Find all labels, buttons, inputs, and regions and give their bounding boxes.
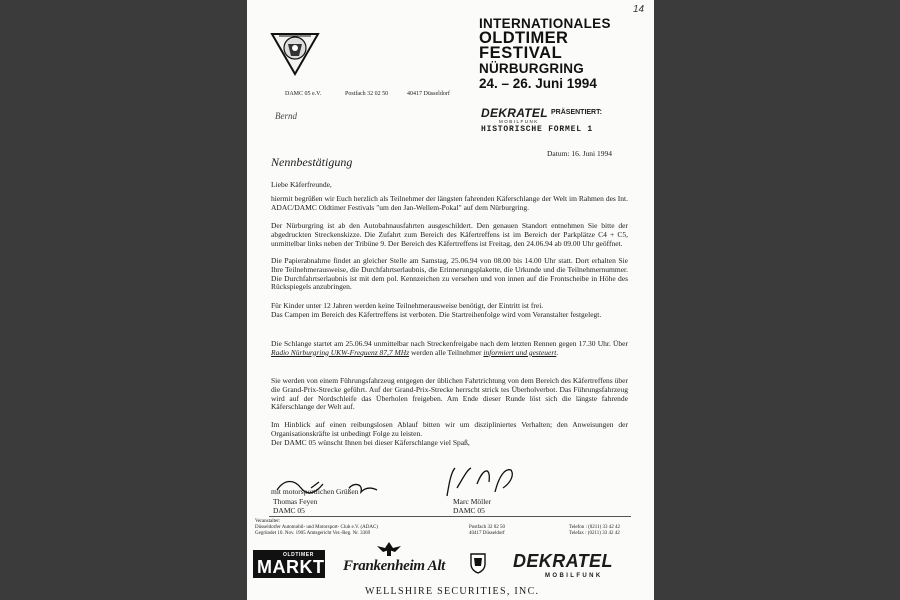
handwritten-note: Bernd: [275, 111, 297, 121]
address-city: 40417 Düsseldorf: [407, 91, 450, 97]
festival-line3: FESTIVAL: [479, 44, 563, 62]
paragraph-children: Für Kinder unter 12 Jahren werden keine Teilnehmerausweise benötigt, der Eintritt ist frei.: [271, 301, 544, 310]
signer-name: Thomas Feyen: [273, 497, 318, 506]
festival-line1: INTERNATIONALES: [479, 16, 611, 31]
signer-name: Marc Möller: [453, 497, 492, 506]
festival-dates: 24. – 26. Juni 1994: [479, 76, 597, 91]
address-org: DAMC 05 e.V.: [285, 91, 322, 97]
footer-organizer: Veranstalter: Düsseldorfer Automobil- und Motorsport- Club e.V. (ADAC) Gegründet 10. Nov. 1905 Amtsgericht Ver.-Reg. Nr. 3369: [255, 519, 378, 537]
footer-divider: [269, 516, 631, 517]
dekratel-sponsor-sub: MOBILFUNK: [545, 573, 603, 579]
paragraph-discipline: Im Hinblick auf einen reibungslosen Ablauf bitten wir um diszipliniertes Verhalten; den Anweisungen der Organisationskräfte ist unbedingt Folge zu leisten.: [271, 420, 628, 438]
paragraph-intro: hiermit begrüßen wir Euch herzlich als Teilnehmer der längsten fahrenden Käferschlange der Welt im Rahmen des Int. ADAC/DAMC Oldtimer Festivals "um den Jan-Wellem-Pokal" auf dem Nürburgring.: [271, 194, 628, 212]
crest-shield-icon: [469, 552, 487, 574]
frankenheim-eagle-icon: [375, 540, 403, 558]
informed-phrase: informiert und gesteuert: [483, 347, 557, 357]
signer-org: DAMC 05: [453, 505, 485, 515]
signer-org: DAMC 05: [273, 505, 305, 515]
address-postbox: Postfach 32 02 50: [345, 91, 389, 97]
letter-title: Nennbestätigung: [271, 155, 353, 169]
oldtimer-markt-logo: OLDTIMER MARKT: [253, 550, 325, 578]
signer-moeller: [453, 498, 491, 516]
dekratel-sponsor-logo: DEKRATEL: [513, 551, 613, 571]
salutation: Liebe Käferfreunde,: [271, 180, 332, 189]
signature-moeller: [433, 462, 523, 502]
frankenheim-logo: Frankenheim Alt: [343, 558, 446, 574]
festival-line4: NÜRBURGRING: [479, 61, 584, 76]
paragraph-route: Sie werden von einem Führungsfahrzeug entgegen der üblichen Fahrtrichtung von dem Bereich des Käfertreffens über die Grand-Prix-Strecke geführt. Auf der Grand-Prix-Strecke herrscht strick tes Überholverbot. Das Führungsfahrzeug wird auf der Nordschleife das Überholen freigeben. Am Ende dieser Runde löst sich die längste fahrende Käferschlange der Welt auf.: [271, 376, 628, 412]
radio-frequency: Radio Nürburgring UKW-Frequenz 87,7 MHz: [271, 347, 410, 357]
festival-heading: [479, 16, 611, 91]
paragraph-documents: Die Papierabnahme findet an gleicher Stelle am Samstag, 25.06.94 von 08.00 bis 14.00 Uhr statt. Dort erhalten Sie Ihre Teilnehmerausweise, die Durchfahrtserlaubnis, die Erinnerungsplakette, die Urkunde und die Teilnehmernummer. Die Durchfahrtserlaubnis ist mit dem pol. Kennzeichen zu versehen und von innen auf die Frontscheibe in Höhe des Rückspiegels anzubringen.: [271, 256, 628, 292]
letter-date: Datum: 16. Juni 1994: [547, 149, 612, 158]
footer-contact: Telefon : (0211) 33 42 42 Telefax : (0211) 33 42 42: [569, 525, 620, 537]
closing-line: mit motorsportlichen Grüßen: [271, 487, 359, 496]
wellshire-logo: WELLSHIRE SECURITIES, INC.: [365, 586, 540, 597]
paragraph-directions: Der Nürburgring ist ab den Autobahnausfahrten ausgeschildert. Den genauen Standort entnehmen Sie bitte der abgedruckten Streckenskizze. Die Zufahrt zum Bereich des Käfertreffens ist im Bereich der Parkplätze C4 + C5, unmittelbar links neben der Tribüne 9. Der Bereich des Käfertreffens ist Freitag, den 24.06.94 ab 09.00 Uhr geöffnet.: [271, 221, 628, 248]
footer-address: Postfach 32 02 50 40417 Düsseldorf: [469, 525, 505, 537]
paragraph-start: Die Schlange startet am 25.06.94 unmittelbar nach Streckenfreigabe nach dem letzten Rennen gegen 17.30 Uhr. Über Radio Nürburgring UKW-Frequenz 87,7 MHz werden alle Teilnehmer informiert und gesteuert.: [271, 339, 628, 357]
page-number: 14: [633, 4, 645, 15]
dekratel-header-logo: DEKRATEL: [481, 106, 548, 120]
paragraph-wishes: Der DAMC 05 wünscht Ihnen bei dieser Käferschlange viel Spaß,: [271, 438, 470, 447]
dekratel-header-sub: MOBILFUNK: [499, 119, 539, 124]
paragraph-camping: Das Campen im Bereich des Käfertreffens ist verboten. Die Startreihenfolge wird vom Veranstalter festgelegt.: [271, 310, 602, 319]
presents-label: PRÄSENTIERT:: [551, 109, 602, 116]
letter-page: [247, 0, 654, 600]
signer-feyen: [273, 498, 317, 516]
festival-line2: OLDTIMER: [479, 29, 569, 47]
damc-crest-logo: [269, 26, 321, 78]
series-label: HISTORISCHE FORMEL 1: [481, 125, 594, 134]
